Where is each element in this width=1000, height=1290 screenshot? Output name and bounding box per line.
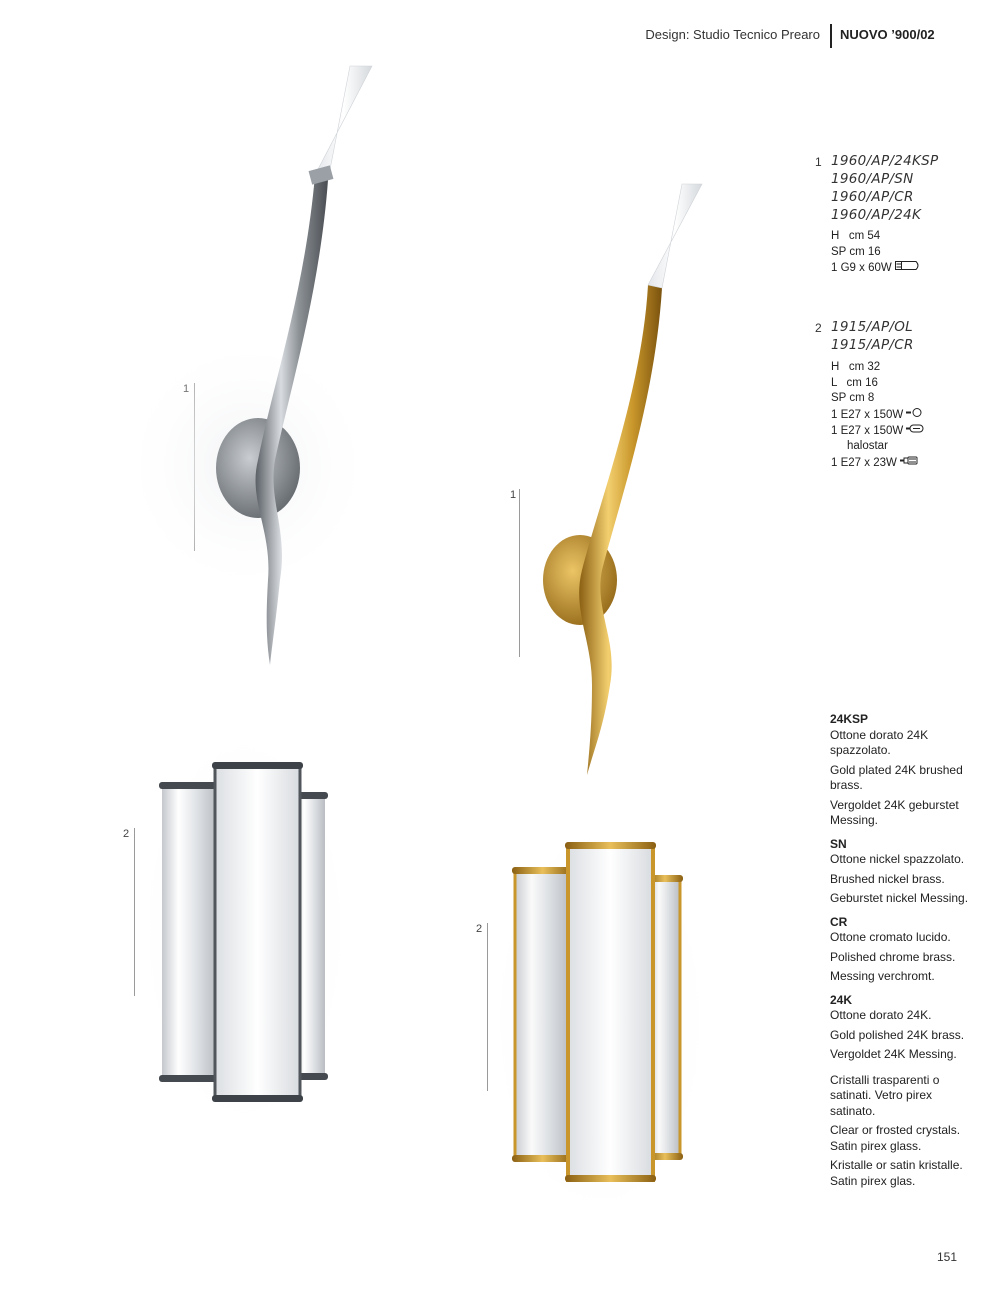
finish-desc-en: Gold polished 24K brass. xyxy=(830,1027,965,1042)
finish-desc-en: Brushed nickel brass. xyxy=(830,871,945,886)
product1-code: 1960/AP/SN xyxy=(831,171,914,187)
finishes-list xyxy=(830,712,980,1193)
incandescent-bulb-icon xyxy=(906,407,924,423)
finish-code: 24K xyxy=(830,992,853,1007)
dim-label: 2 xyxy=(123,828,130,840)
finish-desc-en: Polished chrome brass. xyxy=(830,949,956,964)
finish-desc-it: Ottone dorato 24K. xyxy=(830,1008,932,1022)
product1-number: 1 xyxy=(815,155,822,169)
spec-bulb: 1 G9 x 60W xyxy=(831,260,921,276)
product2-code: 1915/AP/CR xyxy=(831,337,914,353)
finish-desc-de: Vergoldet 24K Messing. xyxy=(830,1047,957,1061)
dimension-line xyxy=(487,923,488,1091)
spec-bulb: 1 E27 x 150W xyxy=(831,423,924,439)
spec-height: H cm 32 xyxy=(831,361,881,373)
product2-codes xyxy=(831,318,914,354)
spec-length: L cm 16 xyxy=(831,376,878,389)
product1-specs xyxy=(831,229,921,276)
spec-bulb-type: halostar xyxy=(847,440,888,453)
product2-code: 1915/AP/OL xyxy=(831,319,913,335)
collection-title: NUOVO ’900/02 xyxy=(840,27,935,42)
dim-label: 2 xyxy=(476,923,483,935)
finish-desc-en: Gold plated 24K brushed brass. xyxy=(830,762,963,792)
spec-depth: SP cm 8 xyxy=(831,392,875,404)
halogen-bulb-icon xyxy=(906,423,924,439)
finish-code: SN xyxy=(830,836,847,851)
finish-code: CR xyxy=(830,914,848,929)
finish-code: 24KSP xyxy=(830,712,869,726)
spec-depth: SP cm 16 xyxy=(831,245,881,258)
spec-bulb: 1 E27 x 23W xyxy=(831,455,924,471)
product2-number: 2 xyxy=(815,321,822,335)
finish-desc-it: Ottone nickel spazzolato. xyxy=(830,852,965,866)
designer-credit: Design: Studio Tecnico Prearo xyxy=(645,27,820,42)
wall-lamp-chrome-photo xyxy=(145,740,345,1120)
product1-code: 1960/AP/24KSP xyxy=(831,153,939,169)
page-number: 151 xyxy=(937,1250,958,1264)
finish-desc-it: Ottone cromato lucido. xyxy=(830,930,951,944)
dimension-line xyxy=(134,828,135,996)
product1-codes xyxy=(831,152,938,224)
dim-label: 1 xyxy=(510,489,517,501)
finish-desc-it: Ottone dorato 24K spazzolato. xyxy=(830,727,929,757)
fluorescent-bulb-icon xyxy=(900,455,918,471)
finish-desc-de: Messing verchromt. xyxy=(830,969,935,983)
spec-bulb: 1 E27 x 150W xyxy=(831,407,924,423)
glass-note-en: Clear or frosted crystals. Satin pirex glass. xyxy=(830,1123,961,1153)
product1-code: 1960/AP/CR xyxy=(831,189,914,205)
header-divider xyxy=(830,24,832,48)
glass-note-de: Kristalle or satin kristalle. Satin pirex glas. xyxy=(830,1158,963,1188)
wall-lamp-gold-photo xyxy=(495,830,705,1210)
product2-specs xyxy=(831,360,924,471)
sconce-chrome-photo xyxy=(140,60,380,680)
glass-note-it: Cristalli trasparenti o satinati. Vetro pirex satinato. xyxy=(830,1072,940,1118)
g9-bulb-icon xyxy=(895,260,921,276)
finish-desc-de: Vergoldet 24K geburstet Messing. xyxy=(830,797,959,827)
sconce-gold-photo xyxy=(520,180,720,780)
product1-code: 1960/AP/24K xyxy=(831,207,922,223)
spec-height: H cm 54 xyxy=(831,230,881,242)
finish-desc-de: Geburstet nickel Messing. xyxy=(830,891,969,905)
